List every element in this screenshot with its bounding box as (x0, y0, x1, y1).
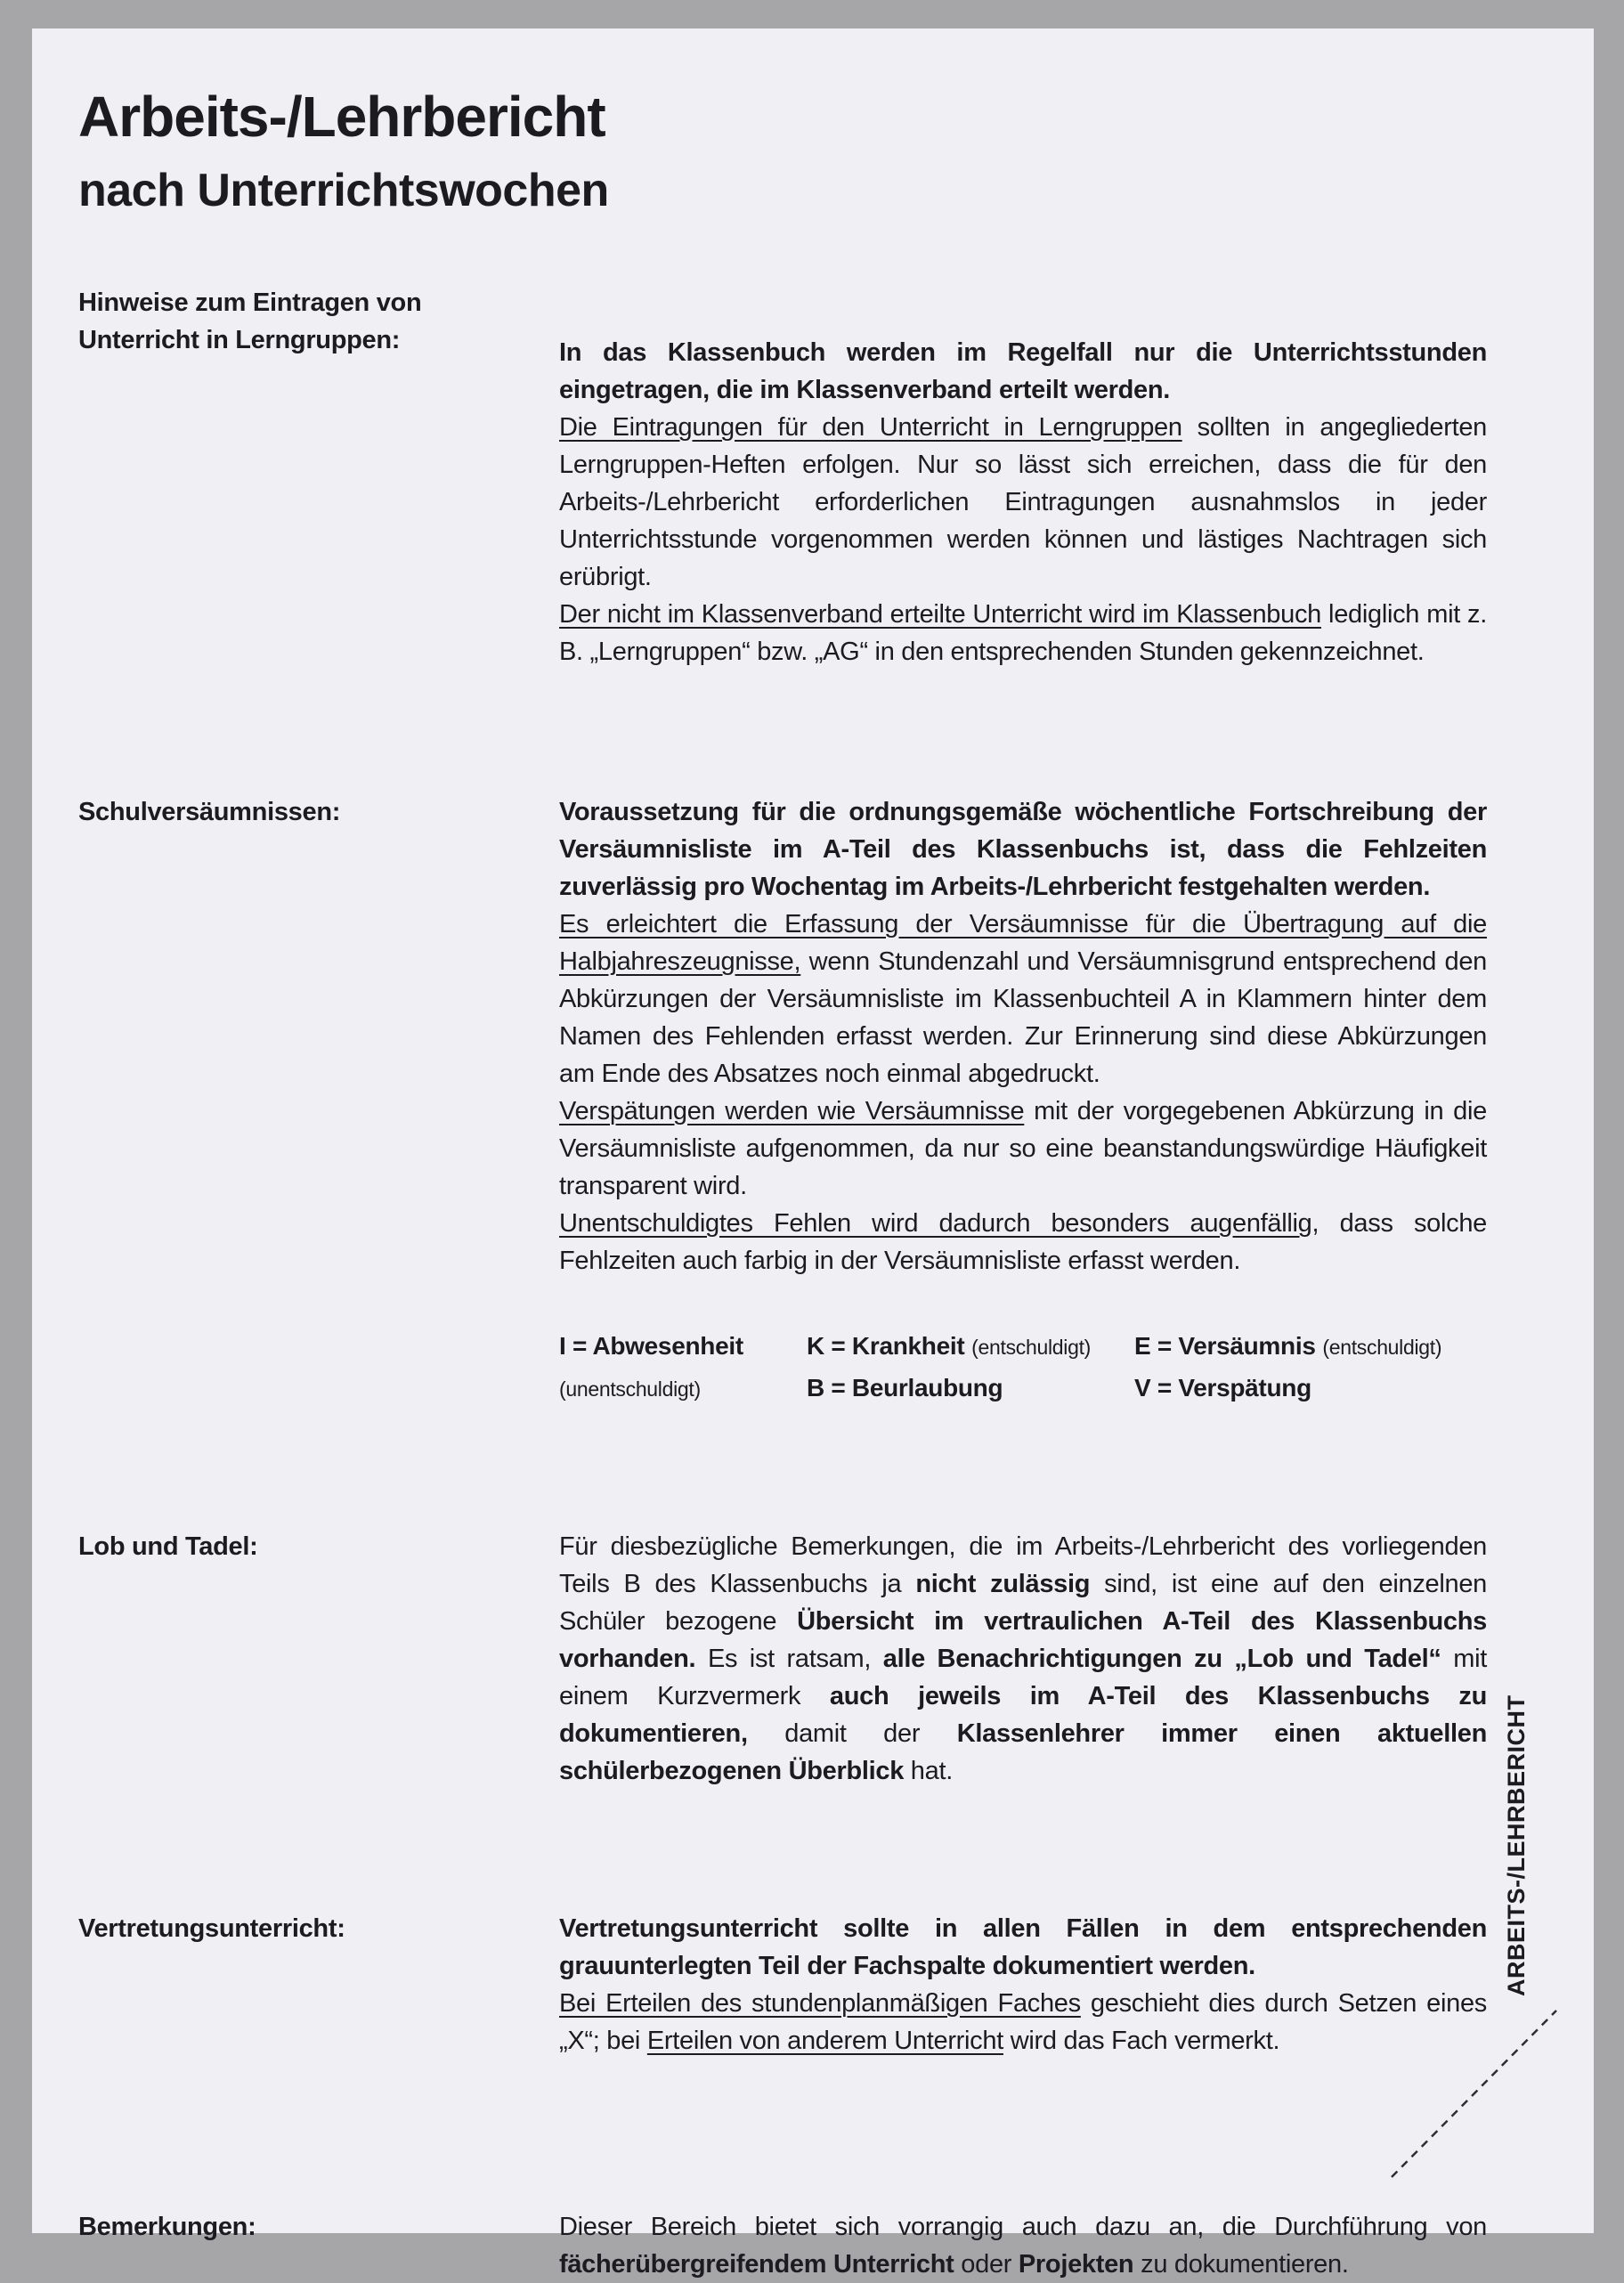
paragraph: Unentschuldigtes Fehlen wird dadurch besonders augenfällig, dass solche Fehlzeiten auch farbig in der Versäumnisliste erfasst werden. (559, 1208, 1487, 1275)
abbrev-cell (807, 1326, 1134, 1368)
abbrev-cell (1134, 1326, 1487, 1368)
section-body (559, 334, 1487, 670)
paragraph: Dieser Bereich bietet sich vorrangig auch dazu an, die Durchführung von fächerübergreifendem Unterricht oder Projekten zu dokumentieren. (559, 2212, 1487, 2279)
section-bemerkungen (78, 2208, 1487, 2283)
paragraph: Für diesbezügliche Bemerkungen, die im Arbeits-/Lehrbericht des vorliegenden Teils B des Klassenbuchs ja nicht zulässig sind, ist eine auf den einzelnen Schüler bezogene Übersicht im vertraulichen A-Teil des Klassenbuchs vorhanden. Es ist ratsam, alle Benachrichtigungen zu „Lob und Tadel“ mit einem Kurzvermerk auch jeweils im A-Teil des Klassenbuchs zu dokumentieren, damit der Klassenlehrer immer einen aktuellen schülerbezogenen Überblick hat. (559, 1531, 1488, 1785)
paragraph: Bei Erteilen des stundenplanmäßigen Faches geschieht dies durch Setzen eines „X“; bei Erteilen von anderem Unterricht wird das Fach vermerkt. (559, 1988, 1487, 2055)
section-lob-und-tadel (78, 1528, 1487, 1790)
document-page (32, 28, 1594, 2279)
abbrev-key: B = Beurlaubung (807, 1373, 1003, 1401)
abbrev-cell (559, 1368, 807, 1410)
section-label: Lob und Tadel: (78, 1531, 258, 1561)
paragraph: Die Eintragungen für den Unterricht in Lerngruppen sollten in angegliederten Lerngruppen-Heften erfolgen. Nur so lässt sich erreichen, dass die für den Arbeits-/Lehrbericht erforderlichen Eintragungen ausnahmslos in jeder Unterrichtsstunde vorgenommen werden können und lästiges Nachtragen sich erübrigt. (559, 412, 1488, 591)
section-body (559, 1910, 1487, 2060)
abbrev-key: E = Versäumnis (1134, 1331, 1316, 1360)
abbrev-cell (807, 1368, 1134, 1410)
abbrev-key: I = Abwesenheit (559, 1331, 743, 1360)
page-title: Arbeits-/Lehrbericht (78, 85, 605, 149)
section-hinweise (78, 284, 1487, 670)
abbreviation-legend (559, 1326, 1487, 1410)
section-paragraphs (559, 793, 1487, 1280)
section-body (559, 1528, 1487, 1790)
section-label: Schulversäumnissen: (78, 797, 341, 826)
abbrev-note: (unentschuldigt) (559, 1377, 701, 1401)
paragraph: Vertretungsunterricht sollte in allen Fällen in dem entsprechenden grauunterlegten Teil der Fachspalte dokumentiert werden. (559, 1913, 1487, 1980)
paragraph: Voraussetzung für die ordnungsgemäße wöchentliche Fortschreibung der Versäumnisliste im A-Teil des Klassenbuchs ist, dass die Fehlzeiten zuverlässig pro Wochentag im Arbeits-/Lehrbericht festgehalten werden. (559, 797, 1487, 901)
section-label: Bemerkungen: (78, 2212, 256, 2241)
dashed-cut-line (1368, 1987, 1572, 2192)
abbrev-note: (entschuldigt) (971, 1335, 1092, 1359)
side-tab-label: ARBEITS-/LEHRBERICHT (1503, 1694, 1530, 1996)
section-body (559, 2208, 1487, 2283)
abbrev-cell (1134, 1368, 1487, 1410)
page-subtitle: nach Unterrichtswochen (78, 165, 609, 217)
paragraph: Es erleichtert die Erfassung der Versäumnisse für die Übertragung auf die Halbjahreszeugnisse, wenn Stundenzahl und Versäumnisgrund entsprechend den Abkürzungen der Versäumnisliste im Klassenbuchteil A in Klammern hinter dem Namen des Fehlenden erfasst werden. Zur Erinnerung sind diese Abkürzungen am Ende des Absatzes noch einmal abgedruckt. (559, 909, 1487, 1088)
abbrev-cell (559, 1326, 807, 1368)
paragraph: In das Klassenbuch werden im Regelfall nur die Unterrichtsstunden eingetragen, die im Klassenverband erteilt werden. (559, 337, 1487, 404)
paragraph: Der nicht im Klassenverband erteilte Unterricht wird im Klassenbuch lediglich mit z. B. „Lerngruppen“ bzw. „AG“ in den entsprechenden Stunden gekennzeichnet. (559, 599, 1487, 666)
abbrev-note: (entschuldigt) (1322, 1335, 1442, 1359)
section-schulversaeumnissen (78, 793, 1487, 1410)
section-label: Hinweise zum Eintragen von Unterricht in Lerngruppen: (78, 288, 422, 354)
section-label: Vertretungsunterricht: (78, 1913, 345, 1943)
paragraph: Verspätungen werden wie Versäumnisse mit der vorgegebenen Abkürzung in die Versäumnisliste aufgenommen, da nur so eine beanstandungswürdige Häufigkeit transparent wird. (559, 1096, 1487, 1200)
section-vertretungsunterricht (78, 1910, 1487, 2060)
abbrev-key: K = Krankheit (807, 1331, 965, 1360)
abbrev-key: V = Verspätung (1134, 1373, 1311, 1401)
section-body (559, 793, 1487, 1410)
